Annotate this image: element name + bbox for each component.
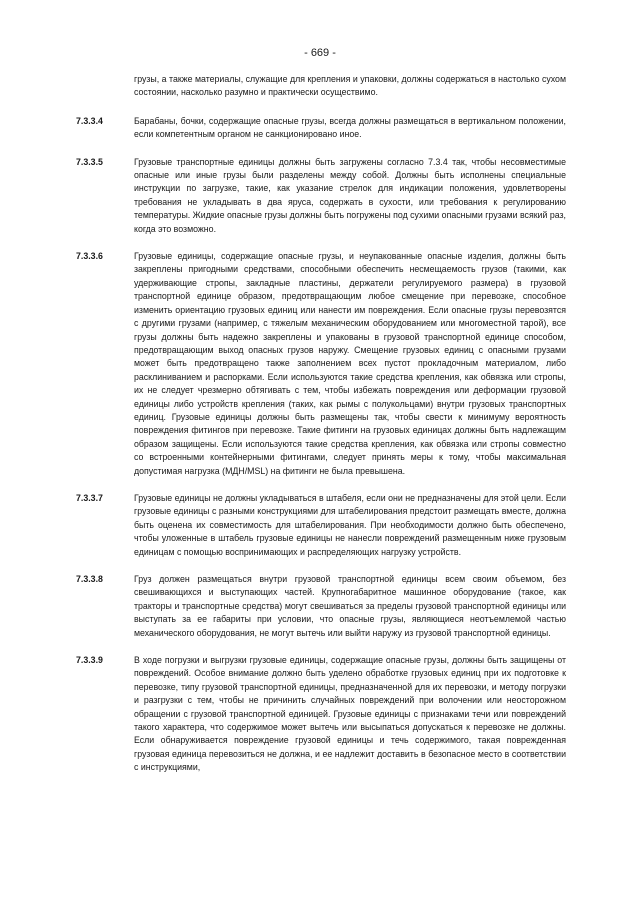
- clause-text: Груз должен размещаться внутри грузовой транспортной единицы всем своим объемом, без свешивающихся и выступающих частей. Крупногабаритное машинное оборудование (такое, как тракторы и транспортные средства) могут свешиваться за пределы грузовой транспортной единицы или выступать за ее габариты при условии, что опасные грузы, являющиеся неотъемлемой частью механического оборудования, не могут вытечь или выйти наружу из грузовой транспортной единицы.: [134, 574, 566, 638]
- document-body: [76, 73, 566, 789]
- clause-number: 7.3.3.5: [76, 156, 103, 167]
- clause-7-3-3-4: [76, 115, 566, 142]
- clause-text: Грузовые единицы, содержащие опасные грузы, и неупакованные опасные изделия, должны быть закреплены пригодными средствами, способными обеспечить несмещаемость грузов (такими, как удерживающие стропы, закладные пластины, держатели регулируемого размера) в грузовой транспортной единице образом, предотвращающим любое смещение при перевозке, способное изменить ориентацию грузовых единиц или нанести им повреждения. Если опасные грузы перевозятся с другими грузами (например, с тяжелым механическим оборудованием или многоместной тарой), все грузы должны быть надежно закреплены и упакованы в грузовой транспортной единице способом, предотвращающим выход опасных грузов наружу. Смещение грузовых единиц с опасными грузами может быть предотвращено также заполнением всех пустот прокладочным материалом, либо расклиниванием и распорками. Если используются такие средства крепления, как обвязка или стропы, их не следует чрезмерно обтягивать с тем, чтобы избежать повреждения или деформации грузовой единицы либо устройств крепления (таких, как рымы с полукольцами) внутри грузовых транспортных единиц. Грузовые единицы должны быть размещены так, чтобы свести к минимуму вероятность повреждения фитингов при перевозке. Такие фитинги на грузовых единицах должны быть надлежащим образом защищены. Если используются такие средства крепления, как обвязка или стропы совместно со встроенными контейнерными фитингами, следует принять меры к тому, чтобы максимальная допустимая нагрузка (МДН/MSL) на фитинги не была превышена.: [134, 251, 566, 476]
- clause-number: 7.3.3.7: [76, 492, 103, 503]
- clause-number: 7.3.3.4: [76, 115, 103, 126]
- clause-text: В ходе погрузки и выгрузки грузовые единицы, содержащие опасные грузы, должны быть защищены от повреждений. Особое внимание должно быть уделено обработке грузовых единиц при их подготовке к перевозке, типу грузовой транспортной единицы, предназначенной для их перевозки, и методу погрузки и разгрузки с тем, чтобы не причинить случайных повреждений при волочении или неосторожном обращении с грузовой транспортной единицей. Грузовые единицы с признаками течи или повреждений такого характера, что содержимое может вытечь или высыпаться допускаться к перевозке не должны. Если обнаруживается повреждение грузовой единицы и течь содержимого, такая поврежденная грузовая единица перевозиться не должна, и ее надлежит доставить в безопасное место в соответствии с инструкциями,: [134, 655, 566, 773]
- clause-text: Грузовые единицы не должны укладываться в штабеля, если они не предназначены для этой цели. Если грузовые единицы с разными конструкциями для штабелирования предстоит размещать вместе, должна быть оценена их совместимость для штабелирования. При необходимости должно быть обеспечено, чтобы уложенные в штабель грузовые единицы не нанесли повреждений размещенным ниже грузовым единицам с помощью воспринимающих и распределяющих нагрузку устройств.: [134, 492, 566, 557]
- clause-7-3-3-8: [76, 573, 566, 640]
- clause-number: 7.3.3.8: [76, 574, 103, 584]
- page-number: - 669 -: [304, 47, 336, 59]
- clause-7-3-3-6: [76, 250, 566, 478]
- clause-continuation: [76, 73, 566, 100]
- clause-7-3-3-7: [76, 492, 566, 559]
- clause-text: Грузовые транспортные единицы должны быть загружены согласно 7.3.4 так, чтобы несовместимые опасные или иные грузы были разделены между собой. Должны быть исполнены специальные инструкции по загрузке, такие, как указание стрелок для индикации положения, удовлетворены требования не укладывать в два яруса, содержать в сухости, или требования к регулированию температуры. Жидкие опасные грузы должны быть погружены под сухими опасными грузами всякий раз, когда это возможно.: [134, 156, 566, 234]
- clause-text: грузы, а также материалы, служащие для крепления и упаковки, должны содержаться в настолько сухом состоянии, насколько разумно и практически осуществимо.: [134, 74, 566, 98]
- clause-text: Барабаны, бочки, содержащие опасные грузы, всегда должны размещаться в вертикальном положении, если компетентным органом не санкционировано иное.: [134, 115, 566, 140]
- clause-7-3-3-5: [76, 156, 566, 236]
- clause-7-3-3-9: [76, 654, 566, 775]
- clause-number: 7.3.3.6: [76, 251, 103, 262]
- clause-number: 7.3.3.9: [76, 655, 103, 666]
